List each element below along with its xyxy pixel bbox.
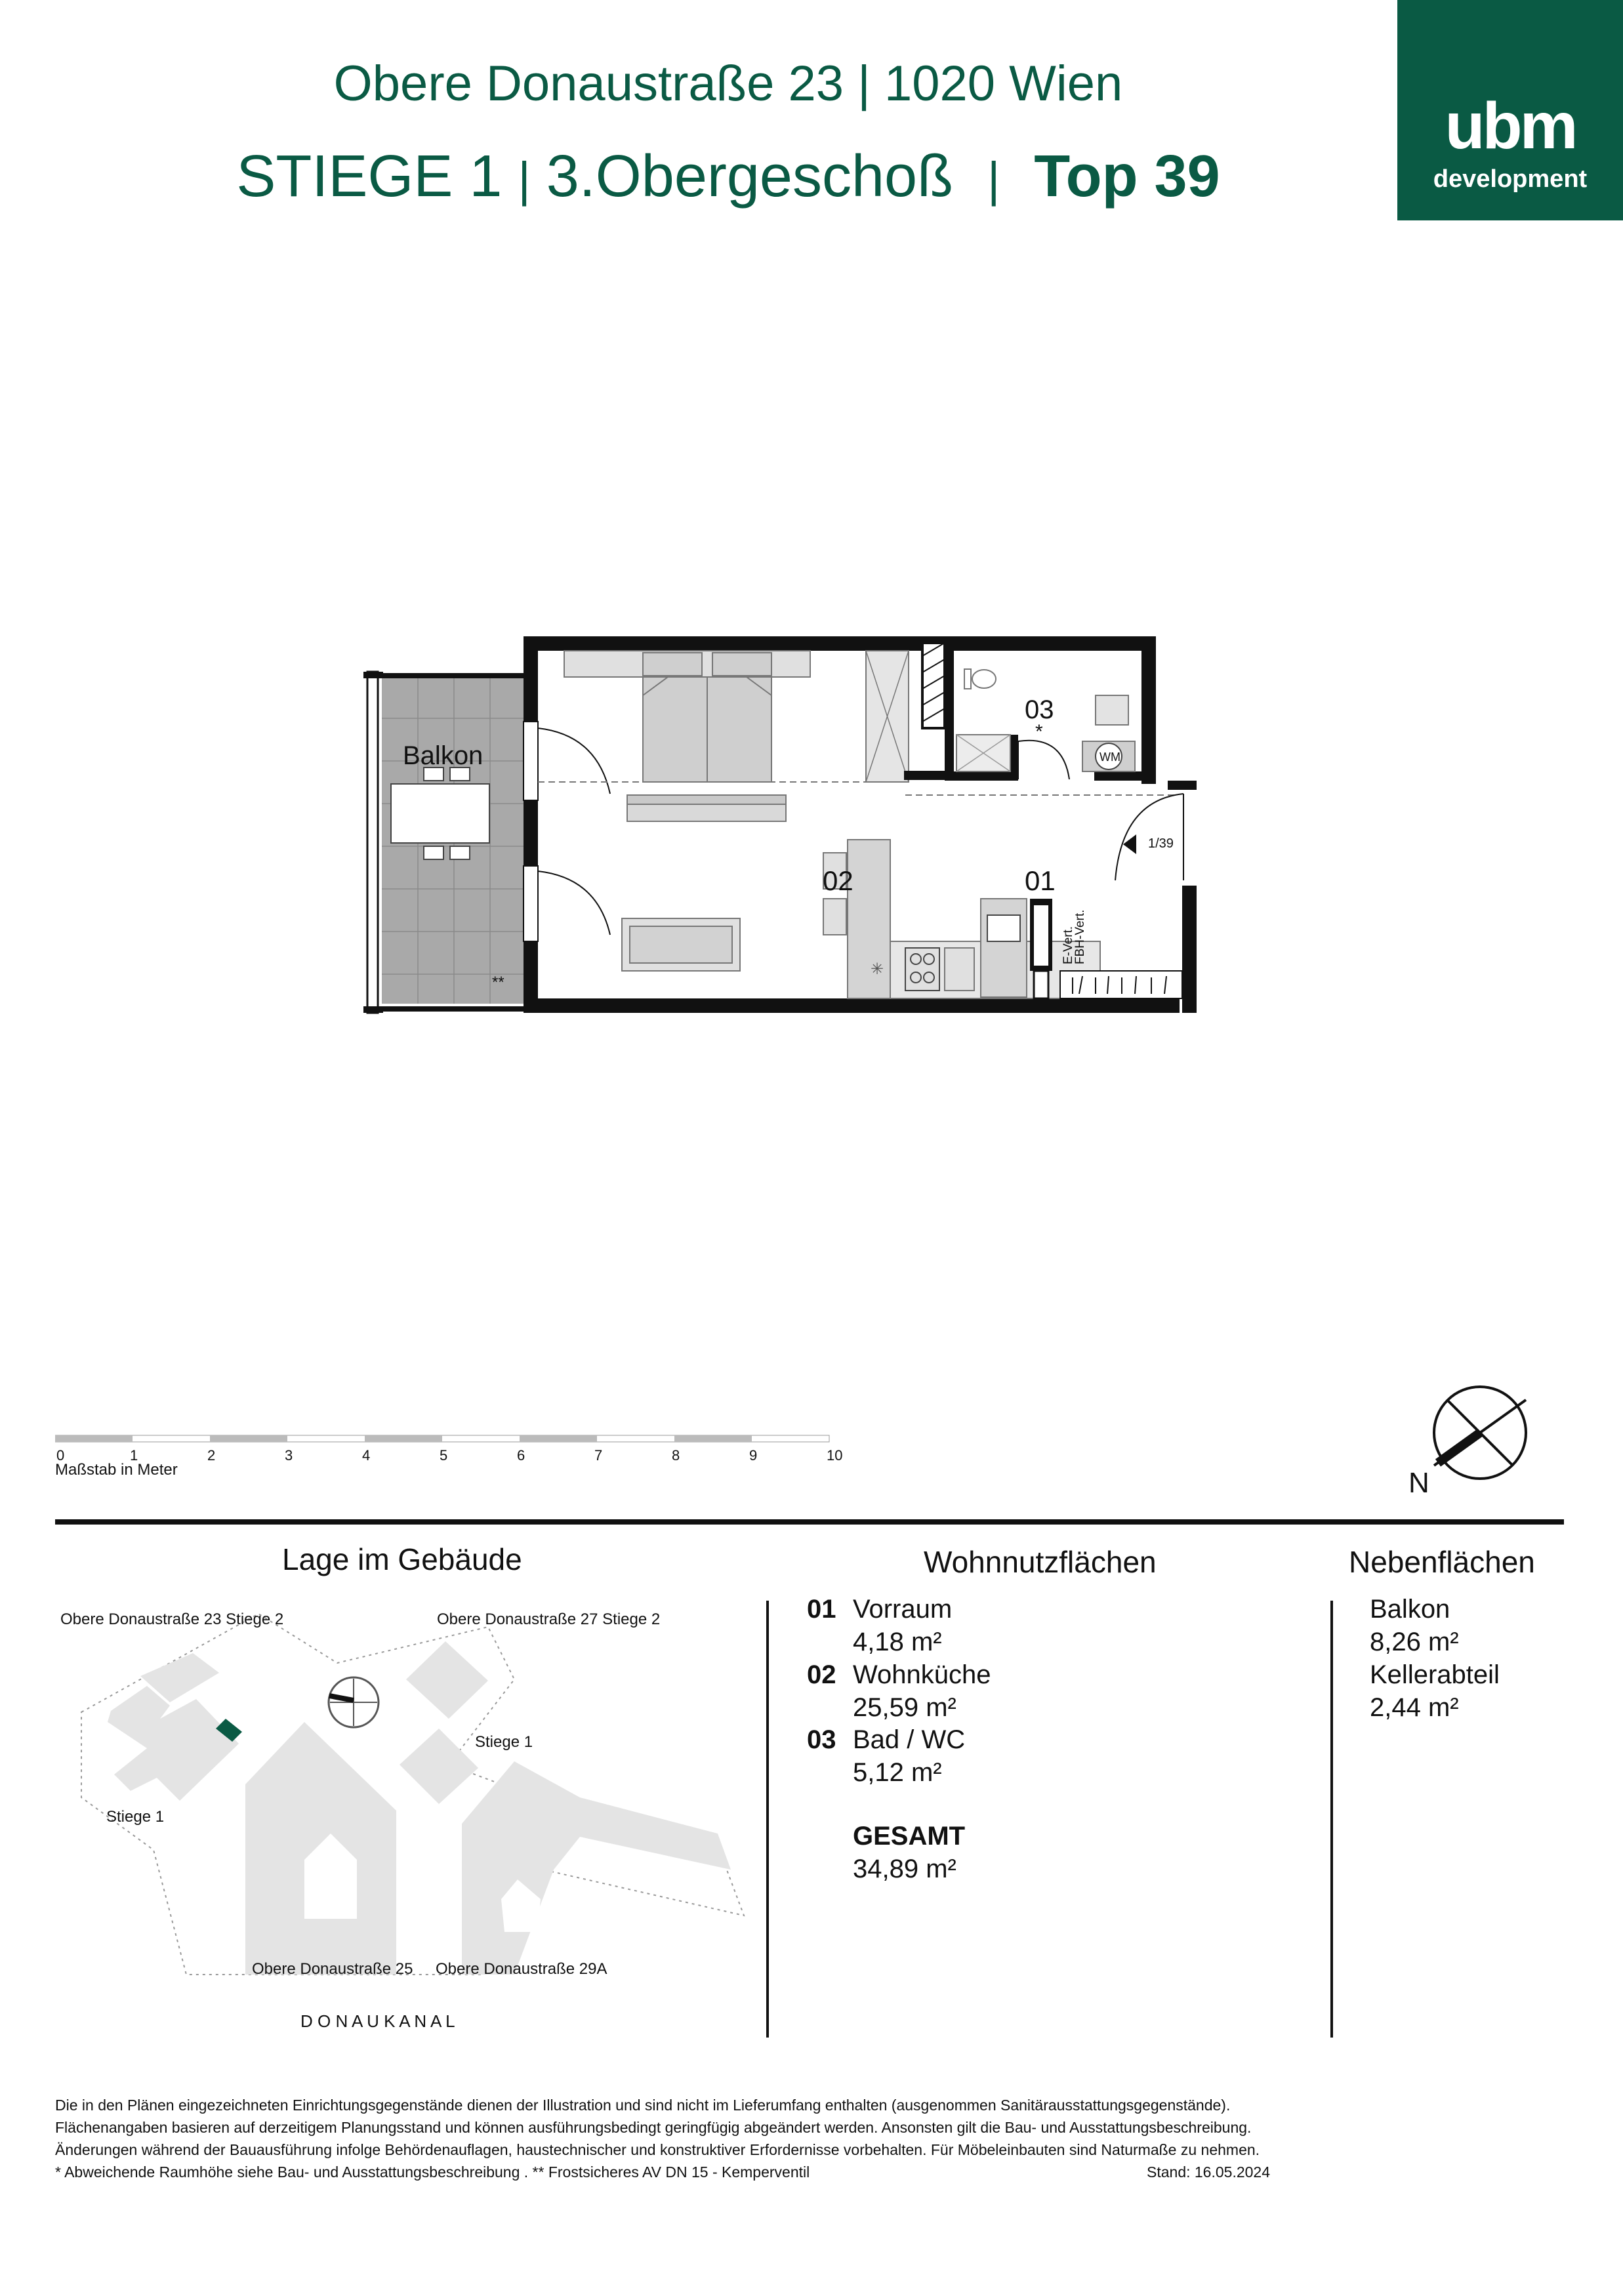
room-03-row: 03 Bad / WC bbox=[807, 1725, 966, 1754]
label-od25: Obere Donaustraße 25 bbox=[252, 1960, 413, 1978]
footer-line-3: Änderungen während der Bauausführung infolge Behördenauflagen, haustechnischer und konstruktiver Erfordernisse vorbehalten. Für Möbeleinbauten sind Naturmaße zu nehmen. bbox=[55, 2141, 1260, 2158]
stand-date: Stand: 16.05.2024 bbox=[1147, 2163, 1270, 2181]
label-od29a: Obere Donaustraße 29A bbox=[436, 1960, 607, 1978]
room-02-area: 25,59 m² bbox=[853, 1693, 956, 1722]
ubm-logo bbox=[1397, 0, 1623, 220]
scale-tick-label: 3 bbox=[285, 1447, 293, 1464]
neben-title: Nebenflächen bbox=[1349, 1545, 1535, 1579]
label-stiege1-left: Stiege 1 bbox=[106, 1808, 165, 1826]
room-01-label: 01 bbox=[1025, 865, 1056, 896]
north-label: N bbox=[1408, 1467, 1429, 1499]
lage-title: Lage im Gebäude bbox=[282, 1542, 522, 1576]
divider bbox=[55, 1519, 1564, 1525]
floor-plan bbox=[354, 623, 1207, 1063]
north-arrow bbox=[1410, 1384, 1542, 1515]
balcony-railing bbox=[367, 672, 378, 1013]
column-divider bbox=[766, 1601, 769, 2038]
footer-line-1: Die in den Plänen eingezeichneten Einrichtungsgegenstände dienen der Illustration und sind nicht im Lieferumfang enthalten (ausgenommen Sanitärausstattungsgegenstände). bbox=[55, 2097, 1231, 2114]
label-od27-stiege2: Obere Donaustraße 27 Stiege 2 bbox=[437, 1610, 661, 1628]
scale-tick-label: 6 bbox=[517, 1447, 525, 1464]
total-label: GESAMT bbox=[853, 1822, 966, 1851]
balkon-name: Balkon bbox=[1370, 1595, 1450, 1624]
logo-mark: ubm bbox=[1445, 89, 1576, 163]
scale-tick-label: 7 bbox=[594, 1447, 603, 1464]
svg-text:FBH-Vert.: FBH-Vert. bbox=[1073, 909, 1087, 964]
fridge bbox=[981, 899, 1027, 997]
kitchen-sink bbox=[945, 948, 974, 991]
scale-tick-label: 10 bbox=[827, 1447, 843, 1464]
top-label: Top 39 bbox=[1034, 144, 1220, 209]
room-03-label: 03 bbox=[1025, 695, 1054, 724]
door-number: 1/39 bbox=[1148, 836, 1174, 851]
balkon-area: 8,26 m² bbox=[1370, 1628, 1459, 1656]
wohn-title: Wohnnutzflächen bbox=[924, 1545, 1157, 1579]
scale-label: Maßstab in Meter bbox=[55, 1461, 178, 1479]
room-02-row: 02 Wohnküche bbox=[807, 1660, 991, 1689]
total-area: 34,89 m² bbox=[853, 1855, 956, 1883]
footer-line-4: * Abweichende Raumhöhe siehe Bau- und Ausstattungsbeschreibung . ** Frostsicheres AV DN 15 - Kemperventil bbox=[55, 2163, 810, 2181]
room-03-area: 5,12 m² bbox=[853, 1758, 942, 1787]
room-01-area: 4,18 m² bbox=[853, 1628, 942, 1656]
keller-area: 2,44 m² bbox=[1370, 1693, 1459, 1722]
scale-tick-label: 4 bbox=[362, 1447, 371, 1464]
balcony-table bbox=[391, 784, 489, 843]
scale-tick-label: 0 bbox=[56, 1447, 65, 1464]
scale-tick-label: 2 bbox=[207, 1447, 216, 1464]
scale-tick-label: 1 bbox=[130, 1447, 138, 1464]
unit-heading bbox=[0, 143, 1456, 211]
kitchen-counter bbox=[848, 840, 890, 998]
separator: | bbox=[518, 152, 531, 207]
keller-name: Kellerabteil bbox=[1370, 1660, 1500, 1689]
label-donaukanal: D O N A U K A N A L bbox=[300, 2011, 455, 2031]
bathroom-sink bbox=[1096, 695, 1128, 725]
scale-tick-label: 5 bbox=[440, 1447, 448, 1464]
scale-tick-label: 8 bbox=[672, 1447, 680, 1464]
column-divider bbox=[1330, 1601, 1333, 2038]
scale-tick-label: 9 bbox=[749, 1447, 758, 1464]
svg-text:WM: WM bbox=[1099, 750, 1120, 764]
cooktop bbox=[905, 948, 939, 991]
svg-text:✳: ✳ bbox=[871, 960, 884, 978]
toilet bbox=[972, 670, 996, 688]
logo-subtitle: development bbox=[1433, 165, 1588, 193]
label-od23-stiege2: Obere Donaustraße 23 Stiege 2 bbox=[60, 1610, 284, 1628]
floor-label: 3.Obergeschoß bbox=[546, 144, 954, 209]
footer-line-2: Flächenangaben basieren auf derzeitigem Planungsstand und können ausführungsbedingt geringfügig abgeändert werden. Ansonsten gilt die Bau- und Ausstattungsbeschreibung. bbox=[55, 2119, 1252, 2136]
stiege-label: STIEGE 1 bbox=[236, 144, 503, 209]
svg-text:*: * bbox=[1035, 721, 1043, 743]
address-heading: Obere Donaustraße 23 | 1020 Wien bbox=[333, 56, 1123, 112]
balcony-label: Balkon bbox=[403, 741, 483, 770]
site-plan bbox=[55, 1601, 764, 2007]
room-02-label: 02 bbox=[823, 865, 853, 896]
footer-notes bbox=[55, 2094, 1564, 2183]
label-stiege1-right: Stiege 1 bbox=[475, 1733, 533, 1751]
room-01-row: 01 Vorraum bbox=[807, 1595, 953, 1624]
svg-text:E-Vert.: E-Vert. bbox=[1061, 926, 1075, 964]
svg-text:**: ** bbox=[492, 974, 504, 991]
separator: | bbox=[987, 152, 1000, 207]
